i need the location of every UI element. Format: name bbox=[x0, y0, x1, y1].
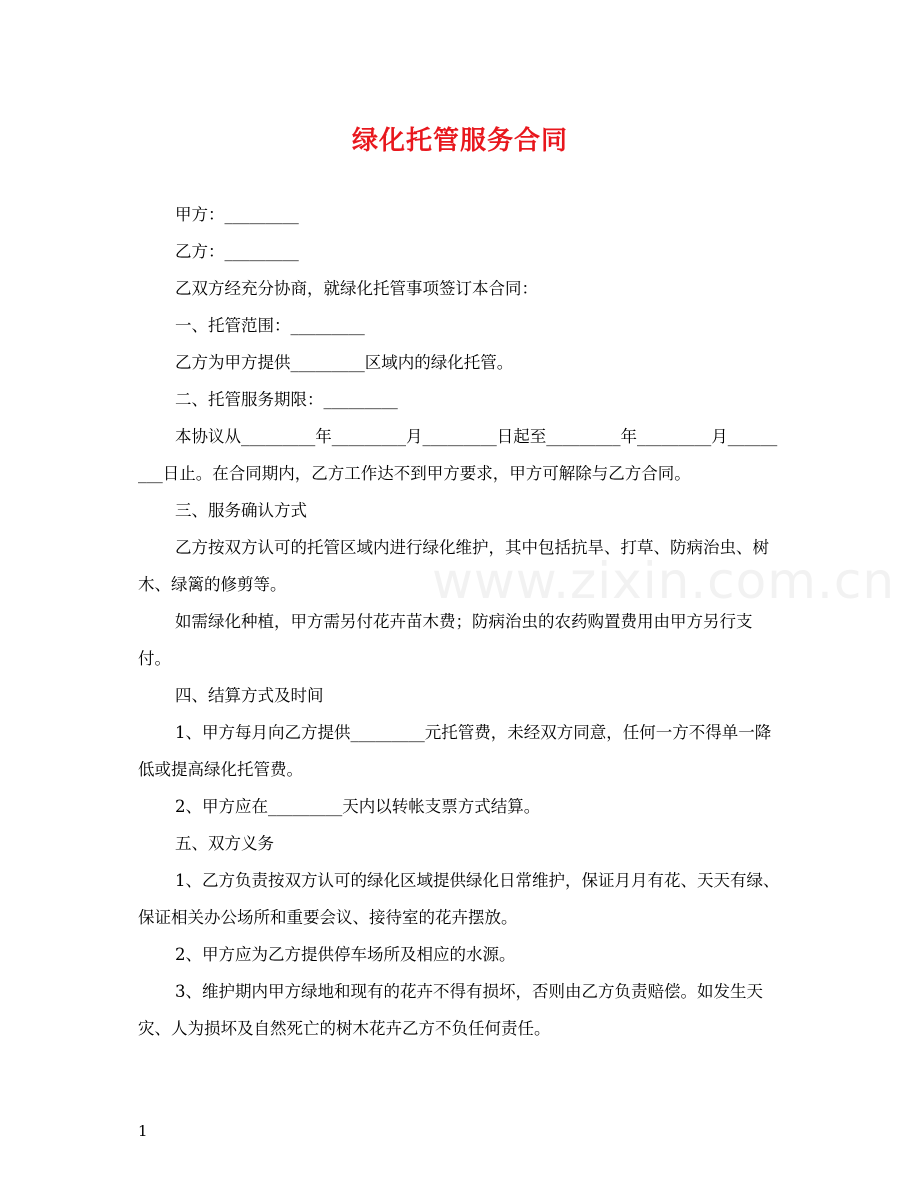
section-heading: 五、双方义务 bbox=[175, 834, 274, 853]
paragraph: 1、乙方负责按双方认可的绿化区域提供绿化日常维护，保证月月有花、天天有绿、保证相关办公场所和重要会议、接待室的花卉摆放。 bbox=[138, 871, 780, 927]
document-title: 绿化托管服务合同 bbox=[351, 126, 568, 156]
party-a-line: 甲方：_________ bbox=[175, 205, 299, 224]
paragraph: 3、维护期内甲方绿地和现有的花卉不得有损坏，否则由乙方负责赔偿。如发生天灾、人为损坏及自然死亡的树木花卉乙方不负任何责任。 bbox=[138, 982, 763, 1038]
section-heading: 二、托管服务期限：_________ bbox=[175, 390, 398, 409]
section-heading: 三、服务确认方式 bbox=[175, 501, 307, 520]
section-heading: 一、托管范围：_________ bbox=[175, 316, 365, 335]
paragraph: 1、甲方每月向乙方提供_________元托管费，未经双方同意，任何一方不得单一降低或提高绿化托管费。 bbox=[138, 723, 772, 779]
party-b-line: 乙方：_________ bbox=[175, 242, 299, 261]
document-body bbox=[138, 196, 782, 1047]
paragraph: 2、甲方应为乙方提供停车场所及相应的水源。 bbox=[175, 945, 516, 964]
intro-paragraph: 乙双方经充分协商，就绿化托管事项签订本合同： bbox=[175, 279, 538, 298]
watermark-text: www.zixin.com.cn bbox=[432, 552, 896, 610]
paragraph: 本协议从_________年_________月_________日起至_________年_________月_________日止。在合同期内，乙方工作达不到甲方要求，甲方可解除与乙方合同。 bbox=[138, 427, 778, 483]
paragraph: 乙方为甲方提供_________区域内的绿化托管。 bbox=[175, 353, 514, 372]
page-number: 1 bbox=[138, 1122, 148, 1140]
paragraph: 2、甲方应在_________天内以转帐支票方式结算。 bbox=[175, 797, 541, 816]
section-heading: 四、结算方式及时间 bbox=[175, 686, 324, 705]
paragraph: 乙方按双方认可的托管区域内进行绿化维护，其中包括抗旱、打草、防病治虫、树木、绿篱的修剪等。 bbox=[138, 538, 769, 594]
paragraph: 如需绿化种植，甲方需另付花卉苗木费；防病治虫的农药购置费用由甲方另行支付。 bbox=[138, 612, 753, 668]
